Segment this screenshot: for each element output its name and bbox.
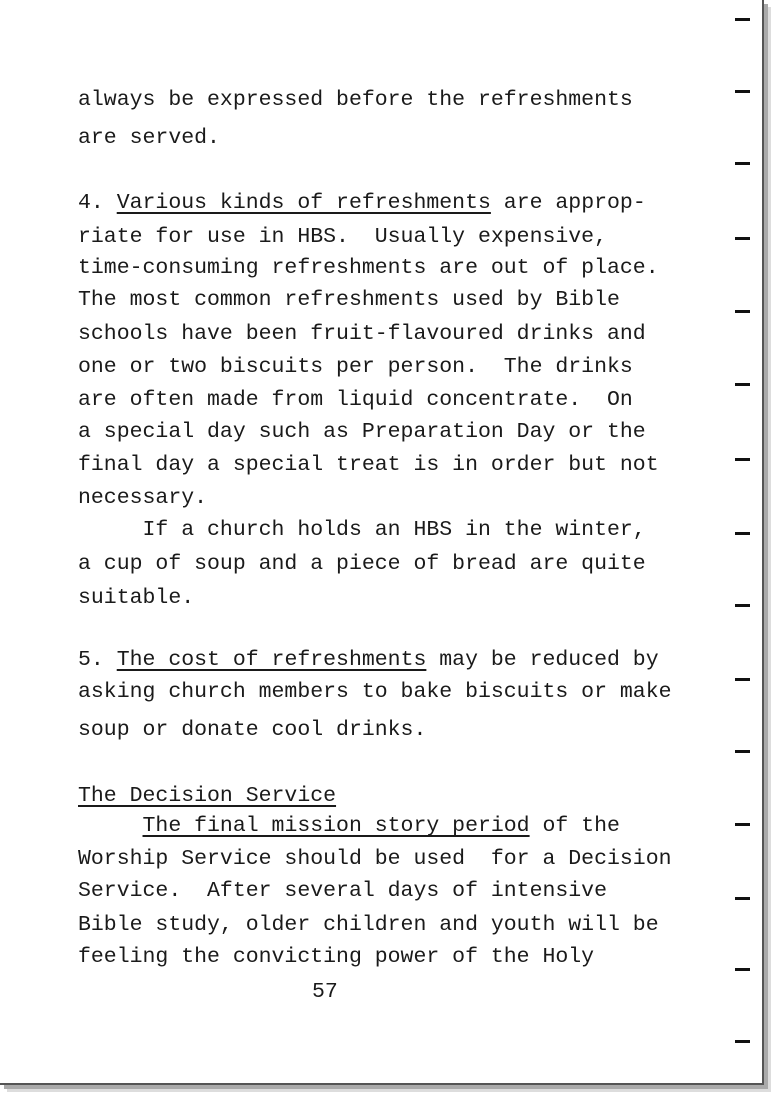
- text-line: [78, 87, 633, 113]
- text-line: [78, 354, 633, 380]
- margin-tick-mark: [735, 823, 750, 826]
- line-text: soup or donate cool drinks.: [78, 718, 427, 742]
- text-line: [78, 125, 220, 151]
- line-text: riate for use in HBS. Usually expensive,: [78, 225, 607, 249]
- text-line: [78, 224, 607, 250]
- margin-tick-mark: [735, 678, 750, 681]
- text-line: [78, 944, 594, 970]
- underlined-phrase: The Decision Service: [78, 784, 337, 808]
- margin-tick-mark: [735, 383, 750, 386]
- text-line: [78, 190, 646, 216]
- text-line: [78, 717, 426, 743]
- text-line: [78, 813, 620, 839]
- text-line: [78, 287, 620, 313]
- underlined-phrase: Various kinds of refreshments: [116, 191, 491, 215]
- text-line: [78, 485, 207, 511]
- line-text: necessary.: [78, 486, 208, 510]
- line-text: final day a special treat is in order but not: [78, 453, 659, 477]
- underlined-phrase: The cost of refreshments: [116, 648, 427, 672]
- line-text: of the: [529, 814, 620, 838]
- line-text: are served.: [78, 126, 220, 150]
- text-line: [78, 387, 633, 413]
- margin-tick-mark: [735, 237, 750, 240]
- line-text: suitable.: [78, 586, 195, 610]
- text-line: [78, 647, 659, 673]
- line-text: The most common refreshments used by Bible: [78, 288, 620, 312]
- line-prefix: 5.: [78, 648, 117, 672]
- line-text: asking church members to bake biscuits or make: [78, 680, 672, 704]
- margin-tick-mark: [735, 604, 750, 607]
- line-text: a cup of soup and a piece of bread are quite: [78, 552, 646, 576]
- line-text: Worship Service should be used for a Decision: [78, 847, 672, 871]
- text-line: [78, 846, 672, 872]
- text-line: [78, 878, 607, 904]
- margin-tick-mark: [735, 1040, 750, 1043]
- text-line: [78, 321, 646, 347]
- text-line: [78, 452, 659, 478]
- margin-tick-mark: [735, 532, 750, 535]
- line-text: feeling the convicting power of the Holy: [78, 945, 595, 969]
- line-prefix: 4.: [78, 191, 117, 215]
- underlined-phrase: The final mission story period: [142, 814, 530, 838]
- text-line: [78, 551, 646, 577]
- text-line: [78, 585, 194, 611]
- line-text: time-consuming refreshments are out of place.: [78, 256, 659, 280]
- line-text: one or two biscuits per person. The drinks: [78, 355, 633, 379]
- line-text: are often made from liquid concentrate. On: [78, 388, 633, 412]
- margin-tick-mark: [735, 90, 750, 93]
- line-text: a special day such as Preparation Day or the: [78, 420, 646, 444]
- margin-tick-mark: [735, 458, 750, 461]
- line-text: If a church holds an HBS in the winter,: [78, 518, 646, 542]
- line-text: may be reduced by: [426, 648, 659, 672]
- line-text: schools have been fruit-flavoured drinks and: [78, 322, 646, 346]
- line-text: are approp-: [490, 191, 646, 215]
- text-line: [78, 912, 659, 938]
- line-text: always be expressed before the refreshments: [78, 88, 633, 112]
- margin-tick-mark: [735, 968, 750, 971]
- line-text: Bible study, older children and youth will be: [78, 913, 659, 937]
- margin-tick-mark: [735, 18, 750, 21]
- margin-tick-mark: [735, 310, 750, 313]
- margin-tick-mark: [735, 897, 750, 900]
- line-prefix: [78, 814, 143, 838]
- margin-tick-mark: [735, 162, 750, 165]
- text-line: [78, 419, 646, 445]
- text-line: [78, 517, 646, 543]
- section-heading: [78, 783, 336, 809]
- page-number: 57: [312, 980, 338, 1004]
- line-text: Service. After several days of intensive: [78, 879, 607, 903]
- text-line: [78, 255, 659, 281]
- margin-tick-mark: [735, 750, 750, 753]
- text-line: [78, 679, 672, 705]
